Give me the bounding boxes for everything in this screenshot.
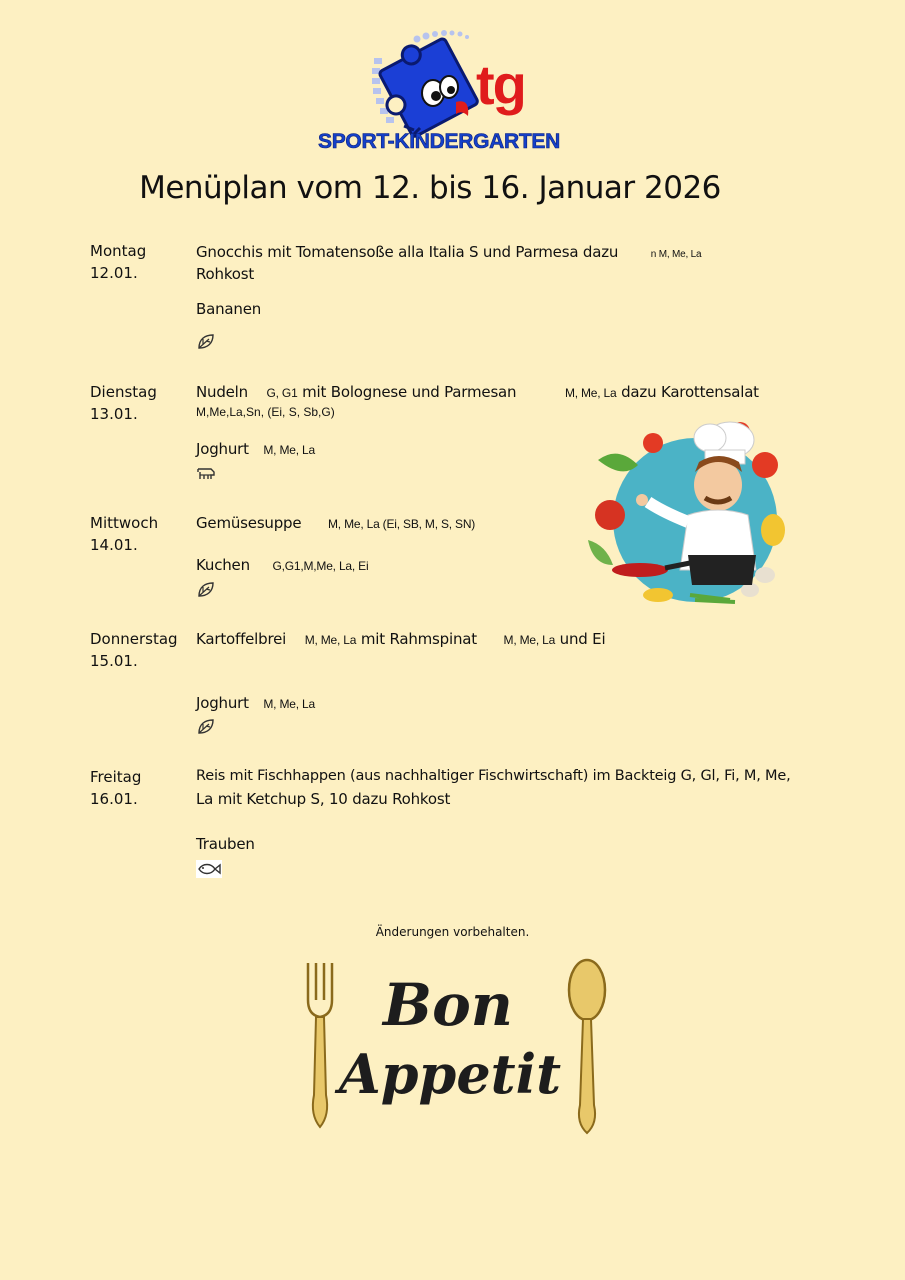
menu-line: Gemüsesuppe M, Me, La (Ei, SB, M, S, SN) (196, 514, 476, 532)
leaf-icon (196, 718, 216, 736)
menu-line: Trauben (196, 835, 255, 853)
day-date: 13.01. (90, 405, 138, 423)
menu-line: La mit Ketchup S, 10 dazu Rohkost (196, 790, 451, 808)
logo-name: SPORT-KINDERGARTEN (318, 130, 560, 153)
day-name: Freitag (90, 768, 142, 786)
day-date: 12.01. (90, 264, 138, 282)
menu-line: Joghurt M, Me, La (196, 694, 315, 712)
leaf-icon (196, 581, 216, 599)
bon-text: Bon (383, 971, 513, 1039)
logo-tg: tg (476, 53, 525, 116)
day-name: Donnerstag (90, 630, 178, 648)
cow-icon (196, 464, 216, 482)
day-name: Mittwoch (90, 514, 159, 532)
day-date: 16.01. (90, 790, 138, 808)
menu-line: Kuchen G,G1,M,Me, La, Ei (196, 556, 369, 574)
leaf-icon (196, 333, 216, 351)
menu-line: Reis mit Fischhappen (aus nachhaltiger Fischwirtschaft) im Backteig G, Gl, Fi, M, Me, (196, 768, 791, 784)
spoon-icon (569, 960, 605, 1133)
fork-icon (308, 963, 332, 1127)
menu-line: Rohkost (196, 265, 255, 283)
menu-line: Gnocchis mit Tomatensoße alla Italia S und Parmesa dazu n M, Me, La (196, 243, 702, 261)
fish-icon (196, 860, 222, 878)
page-title: Menüplan vom 12. bis 16. Januar 2026 (139, 170, 721, 206)
day-name: Dienstag (90, 383, 157, 401)
menu-line: Bananen (196, 300, 262, 318)
menu-line: Kartoffelbrei M, Me, La mit Rahmspinat M, Me, La und Ei (196, 630, 606, 648)
day-name: Montag (90, 242, 147, 260)
day-date: 14.01. (90, 536, 138, 554)
menu-line: Joghurt M, Me, La (196, 440, 315, 458)
menu-line: Nudeln G, G1 mit Bolognese und Parmesan M, Me, La dazu Karottensalat (196, 383, 759, 401)
appetit-text: Appetit (338, 1042, 562, 1106)
bon-appetit-graphic (300, 955, 610, 1140)
chef-illustration (580, 410, 795, 620)
day-date: 15.01. (90, 652, 138, 670)
changes-note: Änderungen vorbehalten. (375, 925, 530, 939)
menu-line: M,Me,La,Sn, (Ei, S, Sb,G) (196, 405, 335, 419)
